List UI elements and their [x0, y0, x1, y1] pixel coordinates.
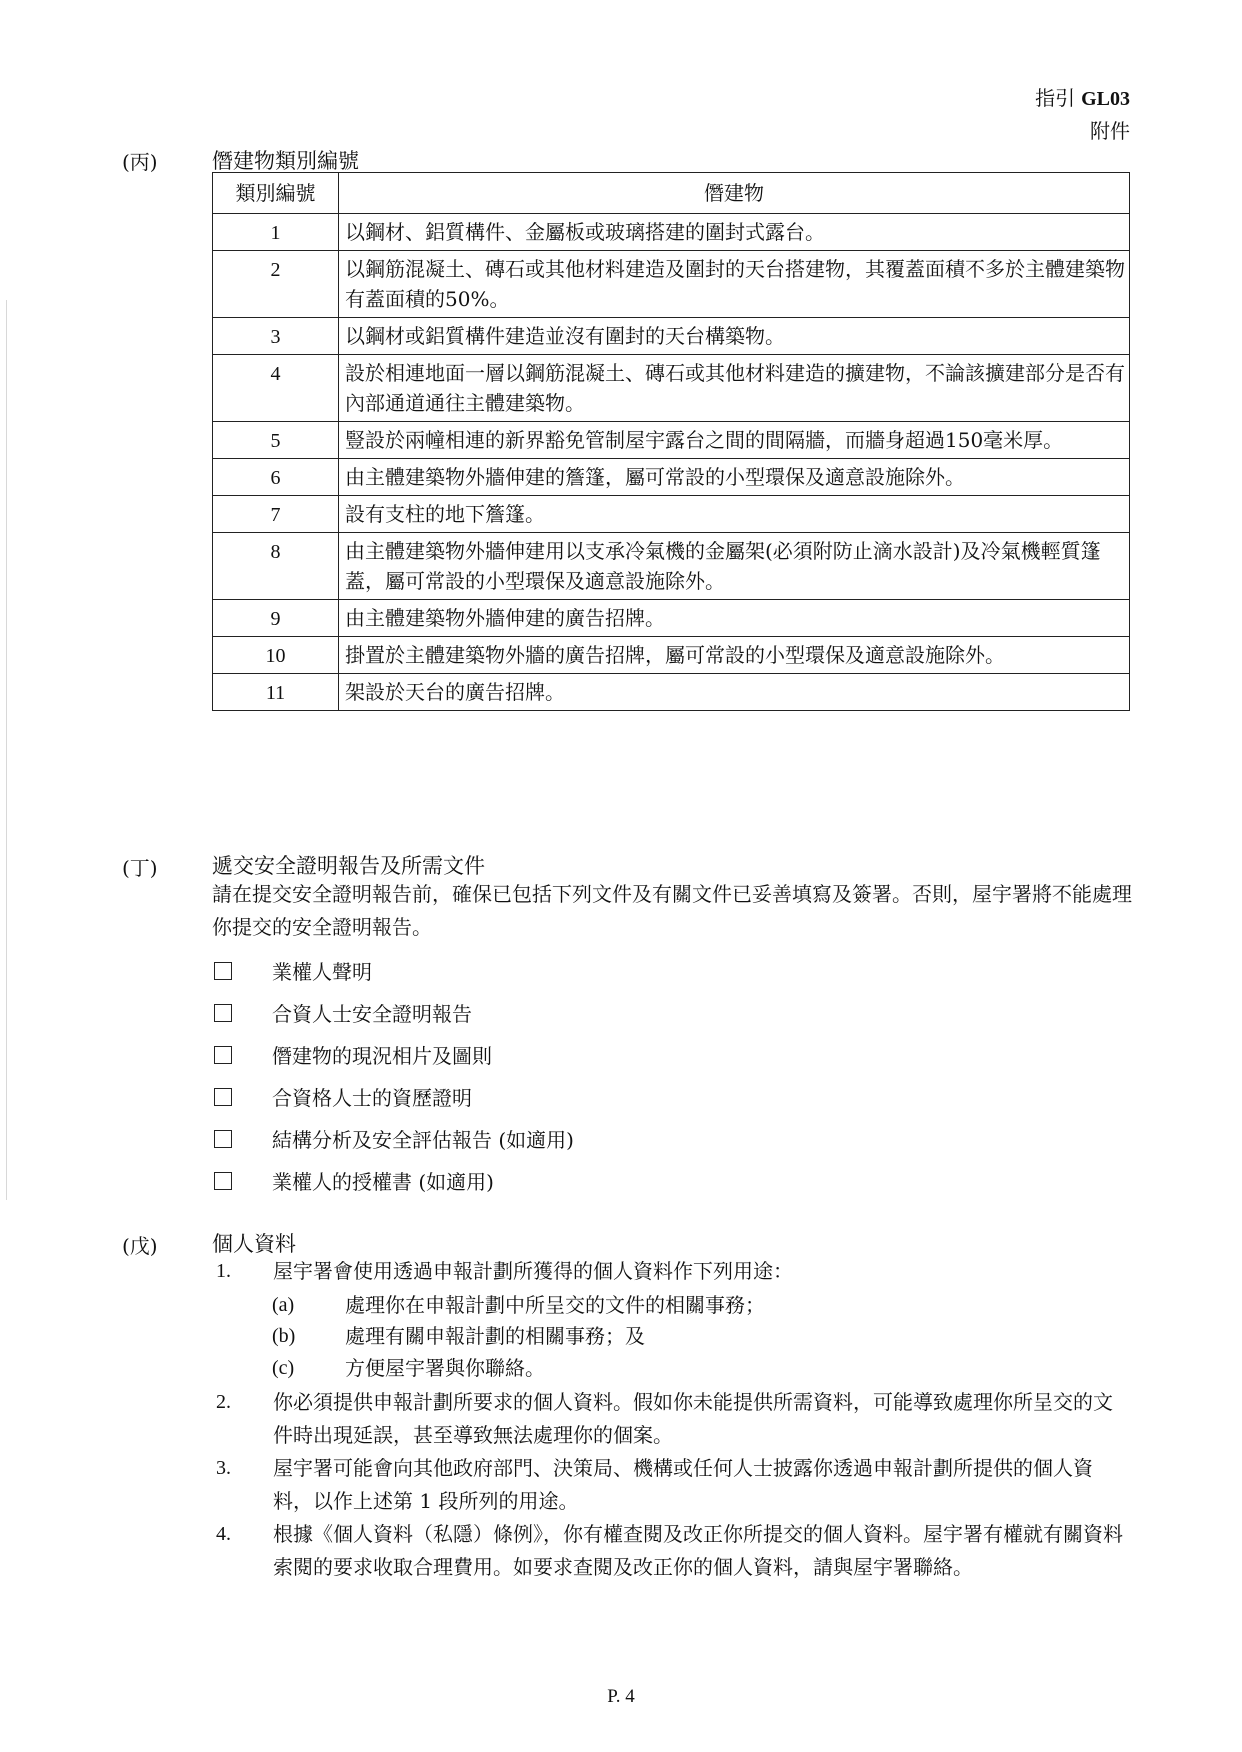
table-row	[213, 355, 1130, 422]
category-table	[212, 172, 1130, 711]
checklist-item	[214, 1124, 574, 1154]
item-text: 屋宇署會使用透過申報計劃所獲得的個人資料作下列用途：	[273, 1259, 793, 1283]
page-number: P. 4	[607, 1686, 635, 1707]
row-description: 豎設於兩幢相連的新界豁免管制屋宇露台之間的間隔牆，而牆身超過150毫米厚。	[339, 422, 1130, 459]
checkbox-icon	[214, 962, 232, 980]
checklist-label: 結構分析及安全評估報告 (如適用)	[272, 1128, 574, 1152]
item-number: (b)	[272, 1325, 296, 1347]
row-description: 由主體建築物外牆伸建的簷篷，屬可常設的小型環保及適意設施除外。	[339, 459, 1130, 496]
checklist-item	[214, 956, 372, 986]
row-number: 4	[213, 355, 339, 422]
table-row	[213, 251, 1130, 318]
row-description: 設於相連地面一層以鋼筋混凝土、磚石或其他材料建造的擴建物，不論該擴建部分是否有內部通道通往主體建築物。	[339, 355, 1130, 422]
item-text: 處理你在申報計劃中所呈交的文件的相關事務；	[345, 1293, 765, 1317]
section-c-title: 僭建物類別編號	[212, 149, 359, 173]
guideline-code: GL03	[1081, 88, 1130, 110]
checkbox-icon	[214, 1130, 232, 1148]
table-row	[213, 674, 1130, 711]
annex-label: 附件	[1090, 119, 1130, 143]
row-number: 5	[213, 422, 339, 459]
section-e-marker: (戊)	[122, 1234, 158, 1258]
row-number: 9	[213, 600, 339, 637]
table-row	[213, 533, 1130, 600]
table-row	[213, 214, 1130, 251]
row-description: 設有支柱的地下簷篷。	[339, 496, 1130, 533]
row-number: 11	[213, 674, 339, 711]
guideline-prefix: 指引	[1035, 86, 1076, 110]
checklist-label: 合資格人士的資歷證明	[272, 1086, 472, 1110]
item-text: 屋宇署可能會向其他政府部門、決策局、機構或任何人士披露你透過申報計劃所提供的個人資料，以作上述第 1 段所列的用途。	[273, 1456, 1093, 1513]
row-description: 以鋼材或鋁質構件建造並沒有圍封的天台構築物。	[339, 318, 1130, 355]
table-row	[213, 637, 1130, 674]
item-text: 根據《個人資料（私隱）條例》，你有權查閱及改正你所提交的個人資料。屋宇署有權就有關資料索閱的要求收取合理費用。如要求查閱及改正你的個人資料，請與屋宇署聯絡。	[273, 1522, 1123, 1579]
row-number: 8	[213, 533, 339, 600]
checklist-item	[214, 1166, 494, 1196]
checklist-item	[214, 1082, 472, 1112]
table-row	[213, 318, 1130, 355]
table-row	[213, 422, 1130, 459]
checklist-label: 業權人聲明	[272, 960, 372, 984]
item-text: 方便屋宇署與你聯絡。	[345, 1356, 545, 1380]
table-row	[213, 459, 1130, 496]
scan-edge-line	[6, 300, 7, 1200]
section-c-marker: (丙)	[122, 150, 158, 174]
checkbox-icon	[214, 1172, 232, 1190]
col-header-structure: 僭建物	[339, 173, 1130, 214]
row-number: 10	[213, 637, 339, 674]
item-text: 處理有關申報計劃的相關事務；及	[345, 1324, 645, 1348]
section-d-title: 遞交安全證明報告及所需文件	[212, 854, 485, 878]
row-number: 2	[213, 251, 339, 318]
item-number: 2.	[216, 1391, 231, 1413]
col-header-category-no: 類別編號	[213, 173, 339, 214]
row-description: 由主體建築物外牆伸建的廣告招牌。	[339, 600, 1130, 637]
checklist-label: 業權人的授權書 (如適用)	[272, 1170, 494, 1194]
item-number: (c)	[272, 1357, 295, 1379]
checkbox-icon	[214, 1046, 232, 1064]
section-d-intro: 請在提交安全證明報告前，確保已包括下列文件及有關文件已妥善填寫及簽署。否則，屋宇署將不能處理你提交的安全證明報告。	[212, 882, 1132, 939]
row-description: 架設於天台的廣告招牌。	[339, 674, 1130, 711]
item-number: (a)	[272, 1294, 295, 1316]
row-number: 3	[213, 318, 339, 355]
checklist-label: 僭建物的現況相片及圖則	[272, 1044, 492, 1068]
checklist-label: 合資人士安全證明報告	[272, 1002, 472, 1026]
row-description: 掛置於主體建築物外牆的廣告招牌，屬可常設的小型環保及適意設施除外。	[339, 637, 1130, 674]
section-d-marker: (丁)	[122, 856, 158, 880]
row-number: 6	[213, 459, 339, 496]
row-description: 由主體建築物外牆伸建用以支承冷氣機的金屬架(必須附防止滴水設計)及冷氣機輕質篷蓋，屬可常設的小型環保及適意設施除外。	[339, 533, 1130, 600]
table-row	[213, 496, 1130, 533]
guideline-ref	[1035, 82, 1130, 115]
item-number: 4.	[216, 1523, 231, 1545]
checkbox-icon	[214, 1004, 232, 1022]
item-number: 1.	[216, 1260, 231, 1282]
checklist-item	[214, 998, 472, 1028]
item-number: 3.	[216, 1457, 231, 1479]
row-number: 7	[213, 496, 339, 533]
row-description: 以鋼筋混凝土、磚石或其他材料建造及圍封的天台搭建物，其覆蓋面積不多於主體建築物有蓋面積的50%。	[339, 251, 1130, 318]
table-row	[213, 600, 1130, 637]
section-e-title: 個人資料	[212, 1232, 296, 1256]
table-header-row	[213, 173, 1130, 214]
checkbox-icon	[214, 1088, 232, 1106]
item-text: 你必須提供申報計劃所要求的個人資料。假如你未能提供所需資料，可能導致處理你所呈交的文件時出現延誤，甚至導致無法處理你的個案。	[273, 1390, 1113, 1447]
row-number: 1	[213, 214, 339, 251]
row-description: 以鋼材、鋁質構件、金屬板或玻璃搭建的圍封式露台。	[339, 214, 1130, 251]
document-header	[1035, 82, 1130, 147]
checklist-item	[214, 1040, 492, 1070]
